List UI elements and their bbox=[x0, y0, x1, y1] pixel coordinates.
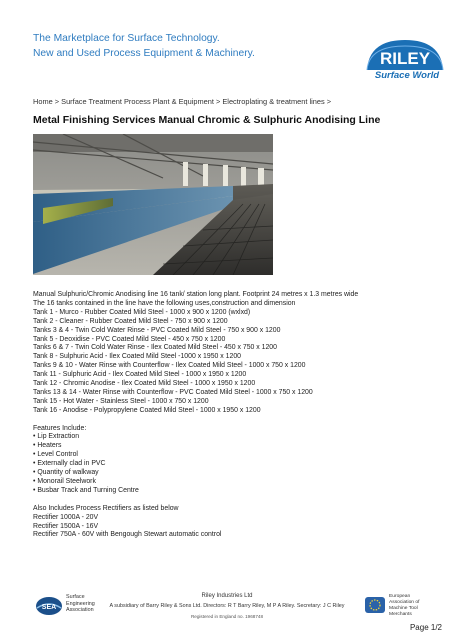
description-line: Tank 12 - Chromic Anodise - Ilex Coated Mild Steel - 1000 x 1950 x 1200 bbox=[33, 380, 256, 388]
description-line: Tank 1 - Murco - Rubber Coated Mild Steel - 1000 x 900 x 1200 (wxlxd) bbox=[33, 308, 251, 316]
description-line: Tank 15 - Hot Water - Stainless Steel - 1000 x 750 x 1200 bbox=[33, 397, 209, 405]
description-line: Tank 5 - Deoxidise - PVC Coated Mild Steel - 450 x 750 x 1200 bbox=[33, 335, 226, 343]
feature-item: • Busbar Track and Turning Centre bbox=[33, 486, 139, 494]
feature-item: • Lip Extraction bbox=[33, 433, 80, 441]
rectifiers-heading: Also Includes Process Rectifiers as listed below bbox=[33, 504, 179, 512]
eu-text-line: Machine Tool bbox=[389, 606, 418, 611]
eu-text-line: European bbox=[389, 594, 411, 599]
sea-text-line: Engineering bbox=[66, 600, 95, 607]
features-list bbox=[33, 433, 443, 495]
feature-item: • Quantity of walkway bbox=[33, 469, 99, 477]
rectifier-item: Rectifier 1000A - 20V bbox=[33, 513, 99, 521]
logo-main-text: RILEY bbox=[379, 49, 431, 68]
rectifier-item: Rectifier 1500A - 16V bbox=[33, 522, 99, 530]
description-list bbox=[33, 291, 443, 416]
sea-text-line: Surface bbox=[66, 594, 85, 600]
tagline-line-2: New and Used Process Equipment & Machinery. bbox=[33, 48, 255, 59]
footer-directors: A subsidiary of Barry Riley & Sons Ltd. Directors: R T Barry Riley, M P A Riley. Secretary: J C Riley bbox=[109, 603, 345, 609]
description-line: Tank 2 - Cleaner - Rubber Coated Mild Steel - 750 x 900 x 1200 bbox=[33, 317, 228, 325]
description-line: Tanks 9 & 10 - Water Rinse with Counterflow - Ilex Coated Mild Steel - 1000 x 750 x 1200 bbox=[33, 362, 306, 370]
description-line: Tank 16 - Anodise - Polypropylene Coated Mild Steel - 1000 x 1950 x 1200 bbox=[33, 406, 261, 414]
eu-text-line: Association of bbox=[389, 600, 420, 605]
page-number: Page 1/2 bbox=[409, 623, 442, 632]
rectifiers-list bbox=[33, 514, 443, 541]
description-line: Tank 8 - Sulphuric Acid - Ilex Coated Mild Steel -1000 x 1950 x 1200 bbox=[33, 353, 241, 361]
description-line: Tanks 3 & 4 - Twin Cold Water Rinse - PVC Coated Mild Steel - 750 x 900 x 1200 bbox=[33, 326, 281, 334]
eu-text-line: Merchants bbox=[389, 612, 412, 617]
footer-registration: Registered in England no. 1968748 bbox=[190, 614, 264, 619]
sea-text-line: Association bbox=[66, 607, 94, 614]
tagline-line-1: The Marketplace for Surface Technology. bbox=[33, 33, 220, 44]
product-photo bbox=[33, 134, 273, 275]
description-line: Tanks 13 & 14 - Water Rinse with Counterflow - PVC Coated Mild Steel - 1000 x 750 x 1200 bbox=[33, 388, 313, 396]
page-footer bbox=[0, 590, 454, 640]
feature-item: • Level Control bbox=[33, 451, 78, 459]
footer-company-name: Riley Industries Ltd bbox=[201, 593, 253, 599]
description-line: Tanks 6 & 7 - Twin Cold Water Rinse - Ilex Coated Mild Steel - 450 x 750 x 1200 bbox=[33, 344, 277, 352]
logo-sub-text: Surface World bbox=[374, 70, 440, 81]
description-section bbox=[33, 291, 443, 540]
description-line: Manual Sulphuric/Chromic Anodising line 16 tank/ station long plant. Footprint 24 metres x 1.3 metres wide bbox=[33, 291, 359, 298]
eamtm-logo bbox=[364, 596, 386, 614]
rectifier-item: Rectifier 750A - 60V with Bengough Stewart automatic control bbox=[33, 531, 222, 539]
features-heading: Features Include: bbox=[33, 424, 87, 432]
sea-logo-text: SEA bbox=[41, 604, 57, 611]
breadcrumb[interactable]: Home > Surface Treatment Process Plant & Equipment > Electroplating & treatment lines > bbox=[33, 97, 332, 106]
riley-logo[interactable] bbox=[363, 36, 447, 84]
eamtm-label bbox=[389, 594, 419, 618]
feature-item: • Monorail Steelwork bbox=[33, 478, 96, 486]
description-line: Tank 11 - Sulphuric Acid - Ilex Coated Mild Steel - 1000 x 1950 x 1200 bbox=[33, 371, 247, 379]
page-title: Metal Finishing Services Manual Chromic & Sulphuric Anodising Line bbox=[33, 114, 381, 126]
feature-item: • Heaters bbox=[33, 442, 62, 450]
description-line: The 16 tanks contained in the line have the following uses,construction and dimension bbox=[33, 299, 296, 307]
feature-item: • Externally clad in PVC bbox=[33, 460, 106, 468]
